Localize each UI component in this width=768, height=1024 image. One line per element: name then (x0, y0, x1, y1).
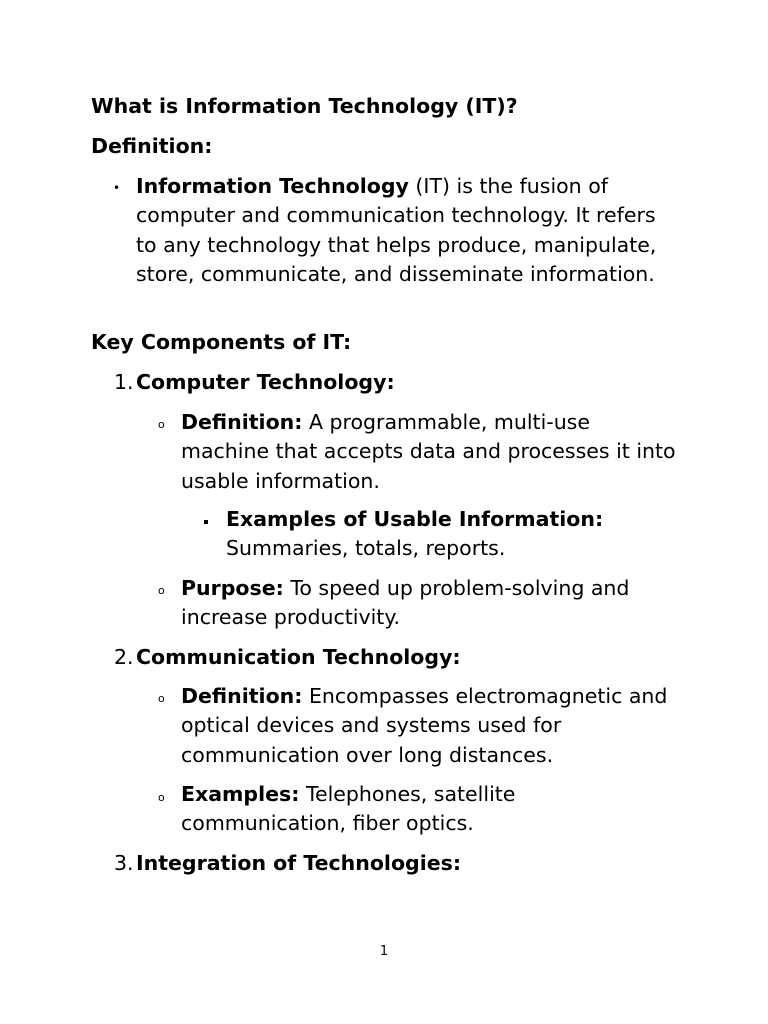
component-point (181, 780, 681, 839)
definition-term: Information Technology (136, 174, 409, 198)
component-point (181, 408, 681, 496)
definition-bullet (136, 172, 676, 289)
point-label: Purpose: (181, 576, 284, 600)
definition-heading: Definition: (91, 134, 213, 158)
sub-point (226, 505, 676, 564)
component-title: Computer Technology: (136, 370, 395, 394)
circle-bullet-icon: o (158, 692, 165, 705)
point-text: Telephones, satellite communication, fiber optics. (181, 782, 516, 836)
component-title: Integration of Technologies: (136, 851, 462, 875)
circle-bullet-icon: o (158, 584, 165, 597)
circle-bullet-icon: o (158, 418, 165, 431)
point-text: To speed up problem-solving and increase productivity. (181, 576, 630, 630)
point-label: Definition: (181, 410, 303, 434)
point-text: A programmable, multi-use machine that accepts data and processes it into usable information. (181, 410, 676, 493)
document-title: What is Information Technology (IT)? (91, 94, 518, 118)
point-text: Encompasses electromagnetic and optical devices and systems used for communication over long distances. (181, 684, 668, 767)
point-label: Definition: (181, 684, 303, 708)
list-number: 3. (114, 851, 134, 875)
definition-text: (IT) is the fusion of computer and communication technology. It refers to any technology that helps produce, manipulate, store, communicate, and disseminate information. (136, 174, 657, 286)
bullet-dot-icon: • (113, 181, 121, 195)
component-point (181, 682, 681, 770)
component-point (181, 574, 681, 633)
point-label: Examples: (181, 782, 300, 806)
circle-bullet-icon: o (158, 791, 165, 804)
square-bullet-icon (204, 520, 208, 524)
page-number: 1 (379, 944, 389, 959)
list-number: 2. (114, 645, 134, 669)
sub-point-label: Examples of Usable Information: (226, 507, 604, 531)
sub-point-text: Summaries, totals, reports. (226, 536, 506, 561)
key-components-heading: Key Components of IT: (91, 330, 352, 354)
list-number: 1. (114, 370, 134, 394)
component-title: Communication Technology: (136, 645, 461, 669)
